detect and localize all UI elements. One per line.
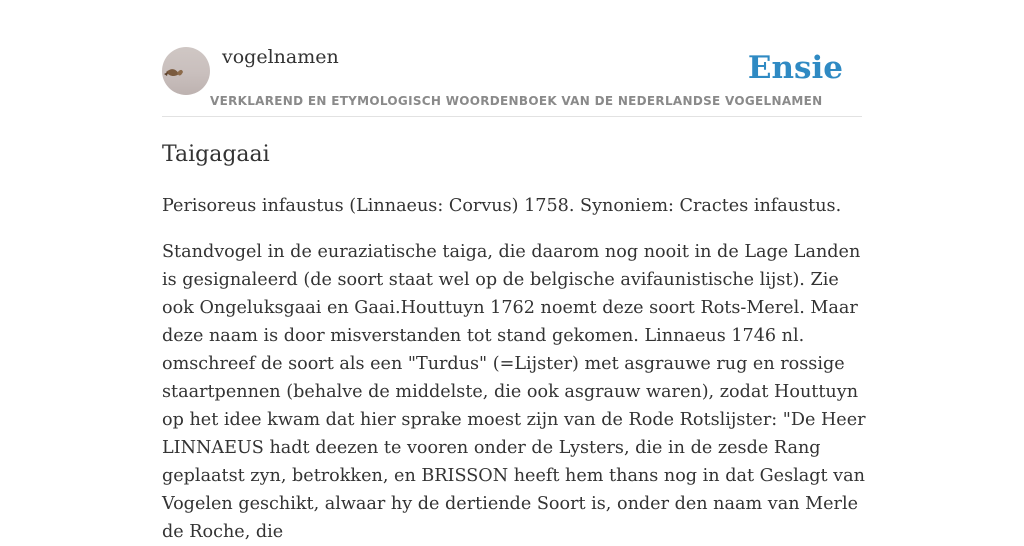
synonym-paragraph: Perisoreus infaustus (Linnaeus: Corvus) 1758. Synoniem: Cractes infaustus.	[162, 196, 842, 216]
bird-icon	[162, 47, 210, 95]
site-name[interactable]: vogelnamen	[222, 46, 339, 68]
site-header	[162, 0, 862, 117]
entry-content	[162, 140, 872, 546]
site-subtitle: VERKLAREND EN ETYMOLOGISCH WOORDENBOEK VAN DE NEDERLANDSE VOGELNAMEN	[210, 94, 823, 108]
ensie-logo-link[interactable]: Ensie	[747, 50, 843, 86]
bird-photo-avatar[interactable]	[162, 47, 210, 95]
body-paragraph: Standvogel in de euraziatische taiga, die daarom nog nooit in de Lage Landen is gesignaleerd (de soort staat wel op de belgische avifaunistische lijst). Zie ook Ongeluksgaai en Gaai.Houttuyn 1762 noemt deze soort Rots-Merel. Maar deze naam is door misverstanden tot stand gekomen. Linnaeus 1746 nl. omschreef de soort als een "Turdus" (=Lijster) met asgrauwe rug en rossige staartpennen (behalve de middelste, die ook asgrauw waren), zodat Houttuyn op het idee kwam dat hier sprake moest zijn van de Rode Rotslijster: "De Heer LINNAEUS hadt deezen te vooren onder de Lysters, die in de zesde Rang geplaatst zyn, betrokken, en BRISSON heeft hem thans nog in dat Geslagt van Vogelen geschikt, alwaar hy de dertiende Soort is, onder den naam van Merle de Roche, die	[162, 242, 866, 542]
entry-title: Taigagaai	[162, 142, 270, 167]
